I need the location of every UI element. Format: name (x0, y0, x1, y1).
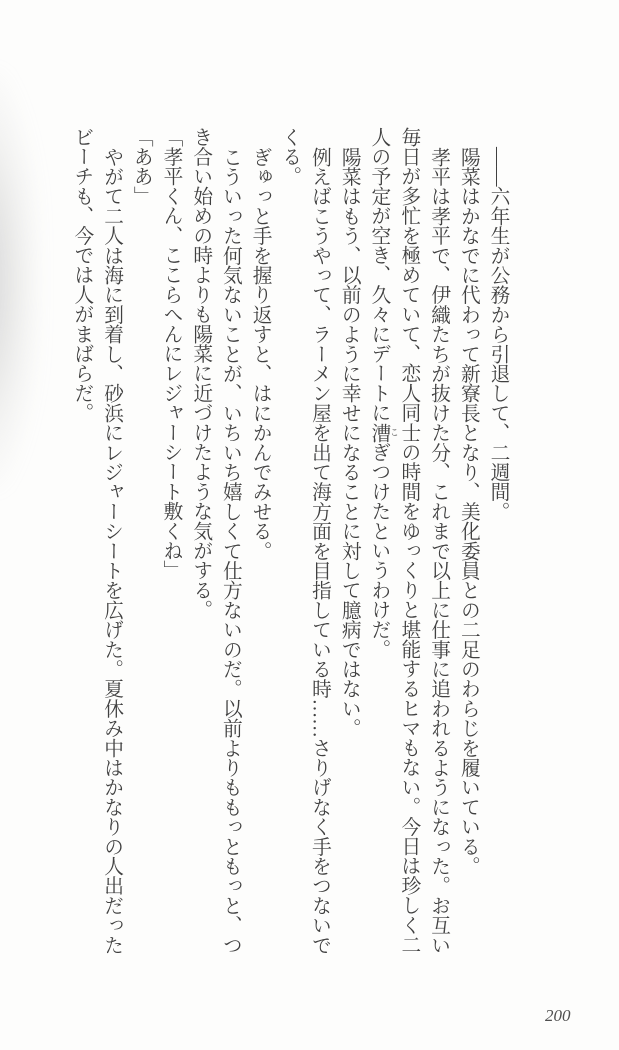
ruby-annotation: 漕 こ (367, 422, 399, 443)
paragraph: 例えばこうやって、ラーメン屋を出て海方面を目指している時……さりげなく手をつないでくる。 (278, 127, 331, 955)
paragraph: 孝平は孝平で、伊織たちが抜けた分、これまで以上に仕事に追われるようになった。お互い毎日が多忙を極めていて、恋人同士の時間をゆっくりと堪能するヒマもない。今日は珍しく二人の予定が空き、久々にデートに漕 こぎつけたというわけだ。 (367, 127, 450, 955)
paragraph: ぎゅっと手を握り返すと、はにかんでみせる。 (249, 146, 272, 561)
paragraph: やがて二人は海に到着し、砂浜にレジャーシートを広げた。夏休み中はかなりの人出だったビーチも、今では人がまばらだ。 (70, 127, 123, 955)
paragraph: 「孝平くん、ここらへんにレジャーシート敷くね」 (159, 127, 182, 581)
paragraph: 陽菜はかなでに代わって新寮長となり、美化委員との二足のわらじを履いている。 (457, 146, 480, 876)
scan-edge-shadow (0, 70, 40, 490)
page-number: 200 (545, 1006, 571, 1025)
paragraph: ——六年生が公務から引退して、二週間。 (487, 146, 509, 521)
paragraph: 「ああ」 (130, 127, 153, 206)
vertical-text-block (66, 127, 512, 960)
paragraph: こういった何気ないことが、いちいち嬉しくて仕方ないのだ。以前よりももっともっと、つき合い始めの時よりも陽菜に近づけたような気がする。 (189, 127, 242, 955)
paragraph: 陽菜はもう、以前のように幸せになることに対して臆病ではない。 (338, 146, 361, 738)
